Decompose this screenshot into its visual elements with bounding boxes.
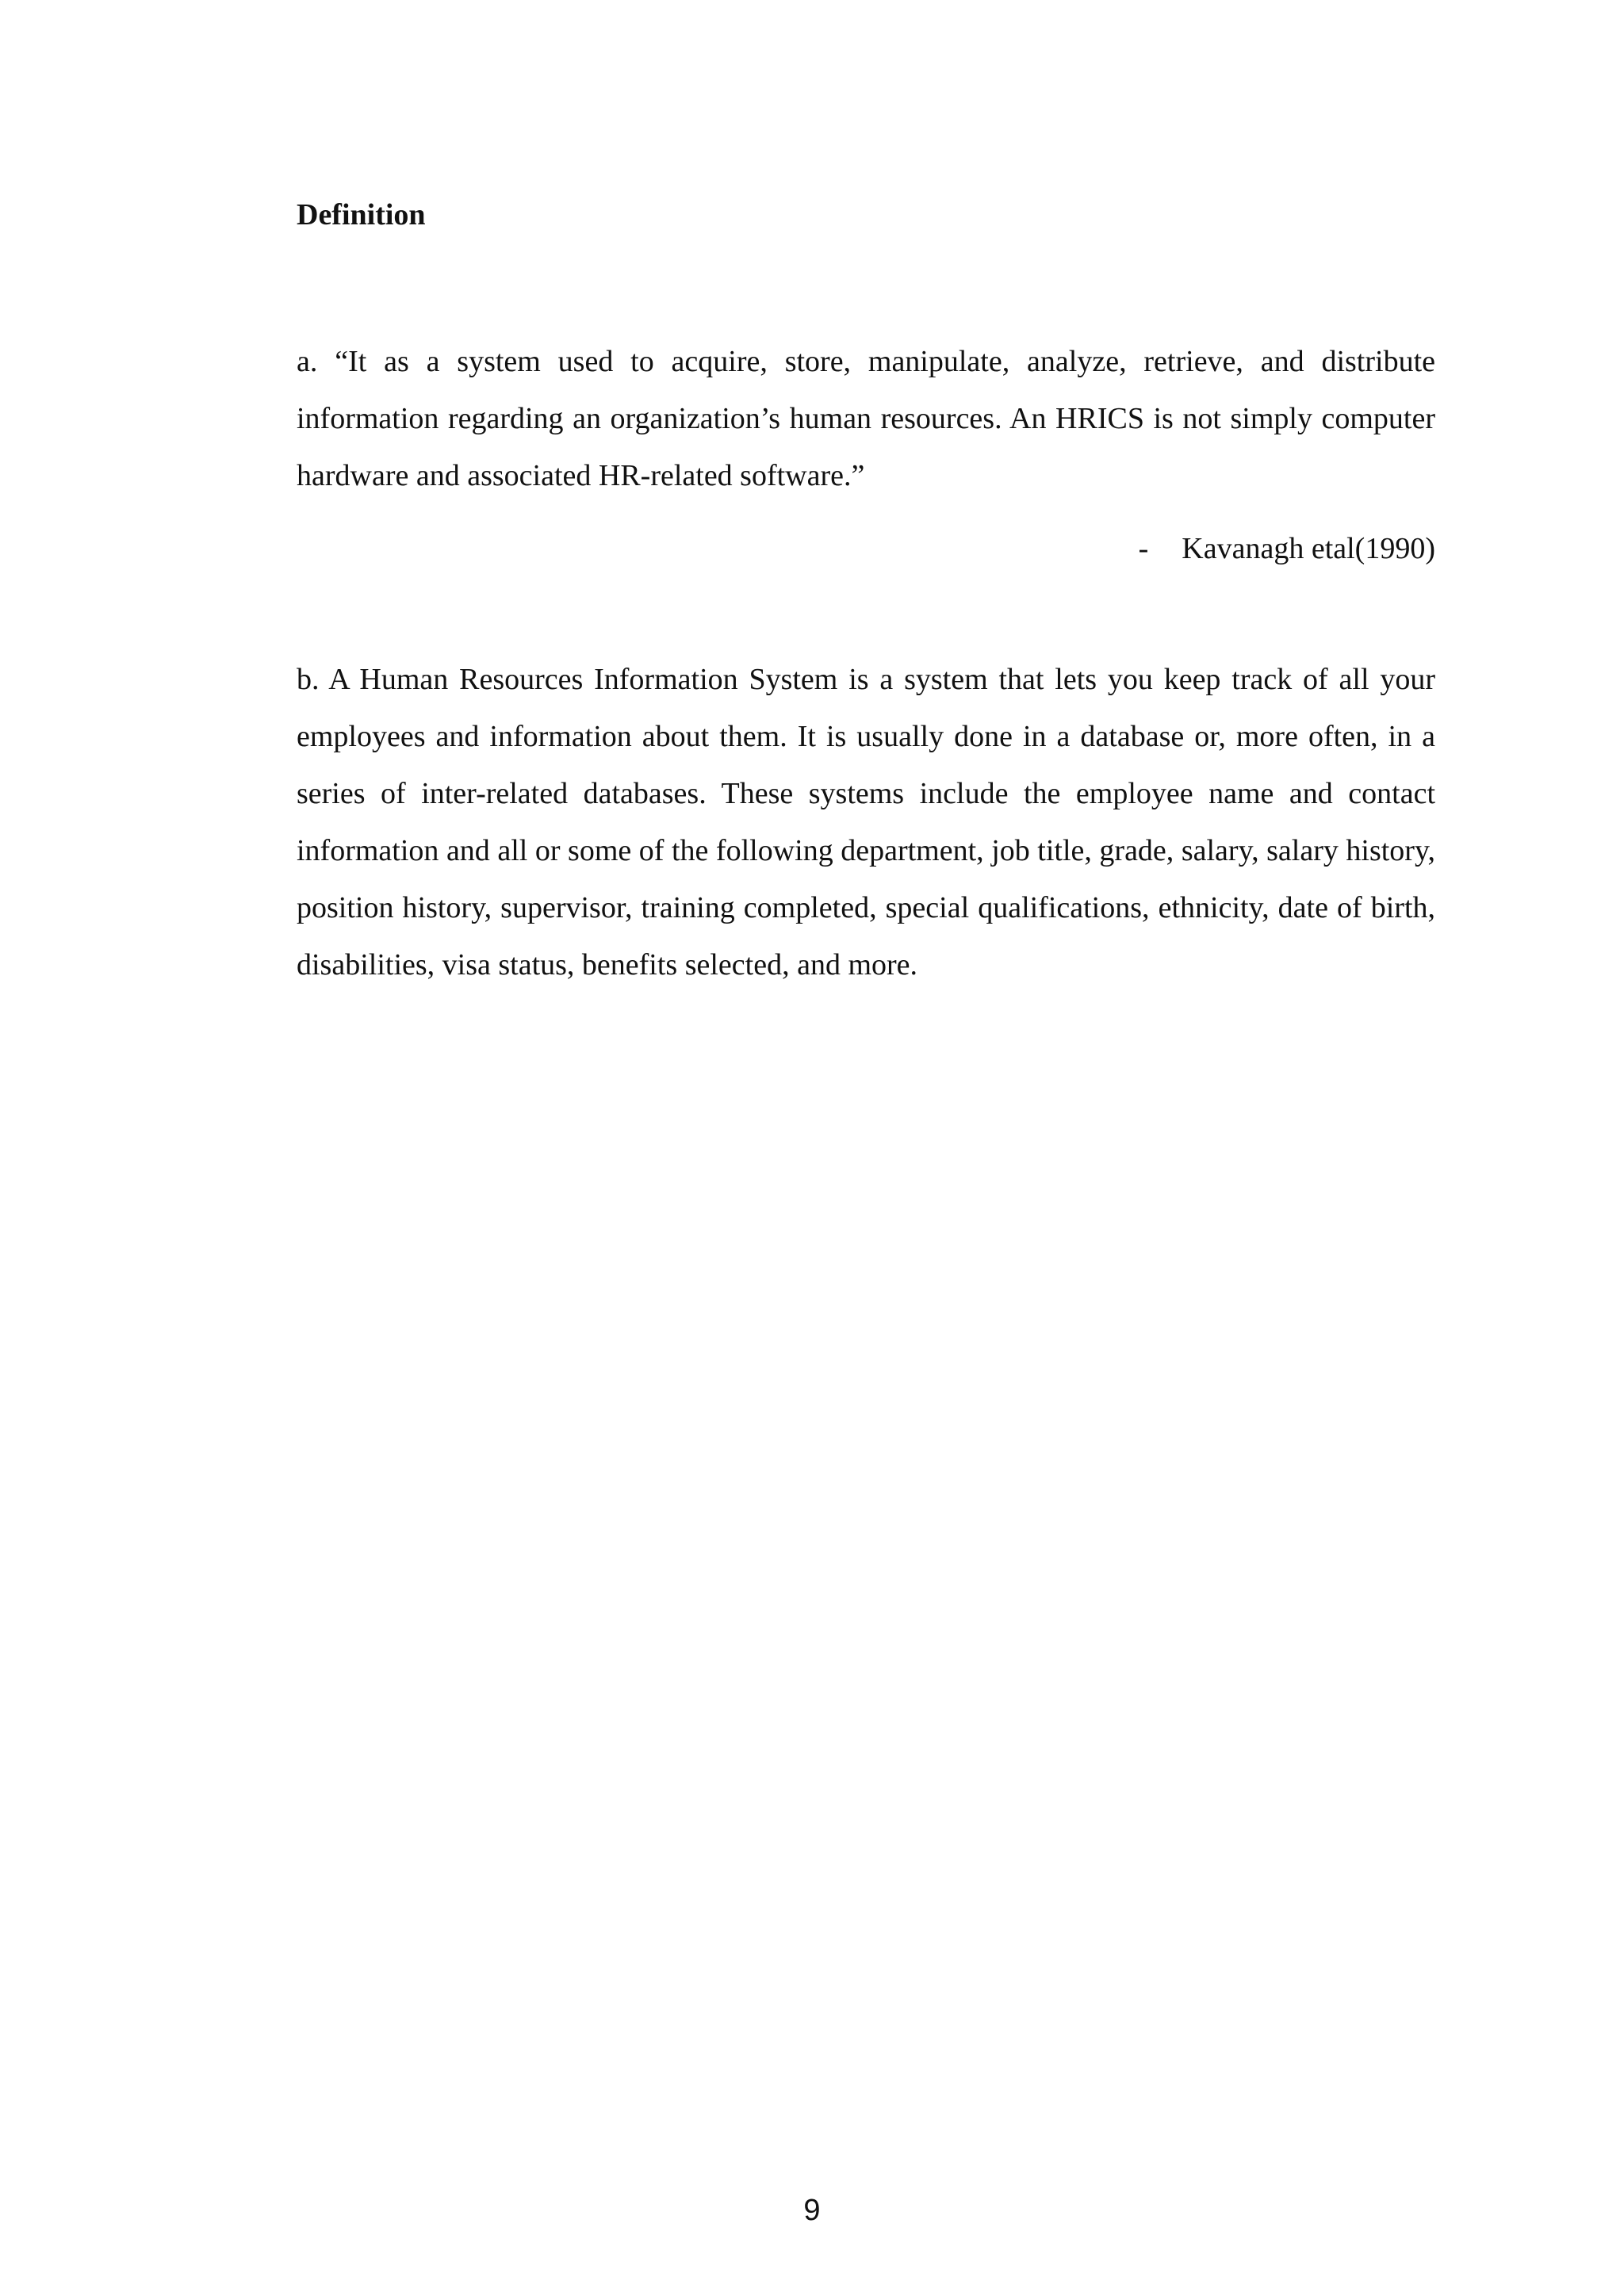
citation-dash: - bbox=[1138, 532, 1149, 565]
citation-source: Kavanagh etal(1990) bbox=[1182, 532, 1435, 565]
section-heading: Definition bbox=[297, 198, 426, 232]
citation bbox=[1139, 520, 1435, 577]
definition-b-paragraph: b. A Human Resources Information System is a system that lets you keep track of all your employees and information about them. It is usually done in a database or, more often, in a series of inter-related databases. These systems include the employee name and contact information and all or some of the following department, job title, grade, salary, salary history, position history, supervisor, training completed, special qualifications, ethnicity, date of birth, disabilities, visa status, benefits selected, and more. bbox=[297, 663, 1435, 982]
page-number: 9 bbox=[803, 2194, 821, 2227]
definition-a-paragraph: a. “It as a system used to acquire, store, manipulate, analyze, retrieve, and distribute information regarding an organization’s human resources. An HRICS is not simply computer hardware and associated HR-related software.” bbox=[297, 345, 1435, 492]
